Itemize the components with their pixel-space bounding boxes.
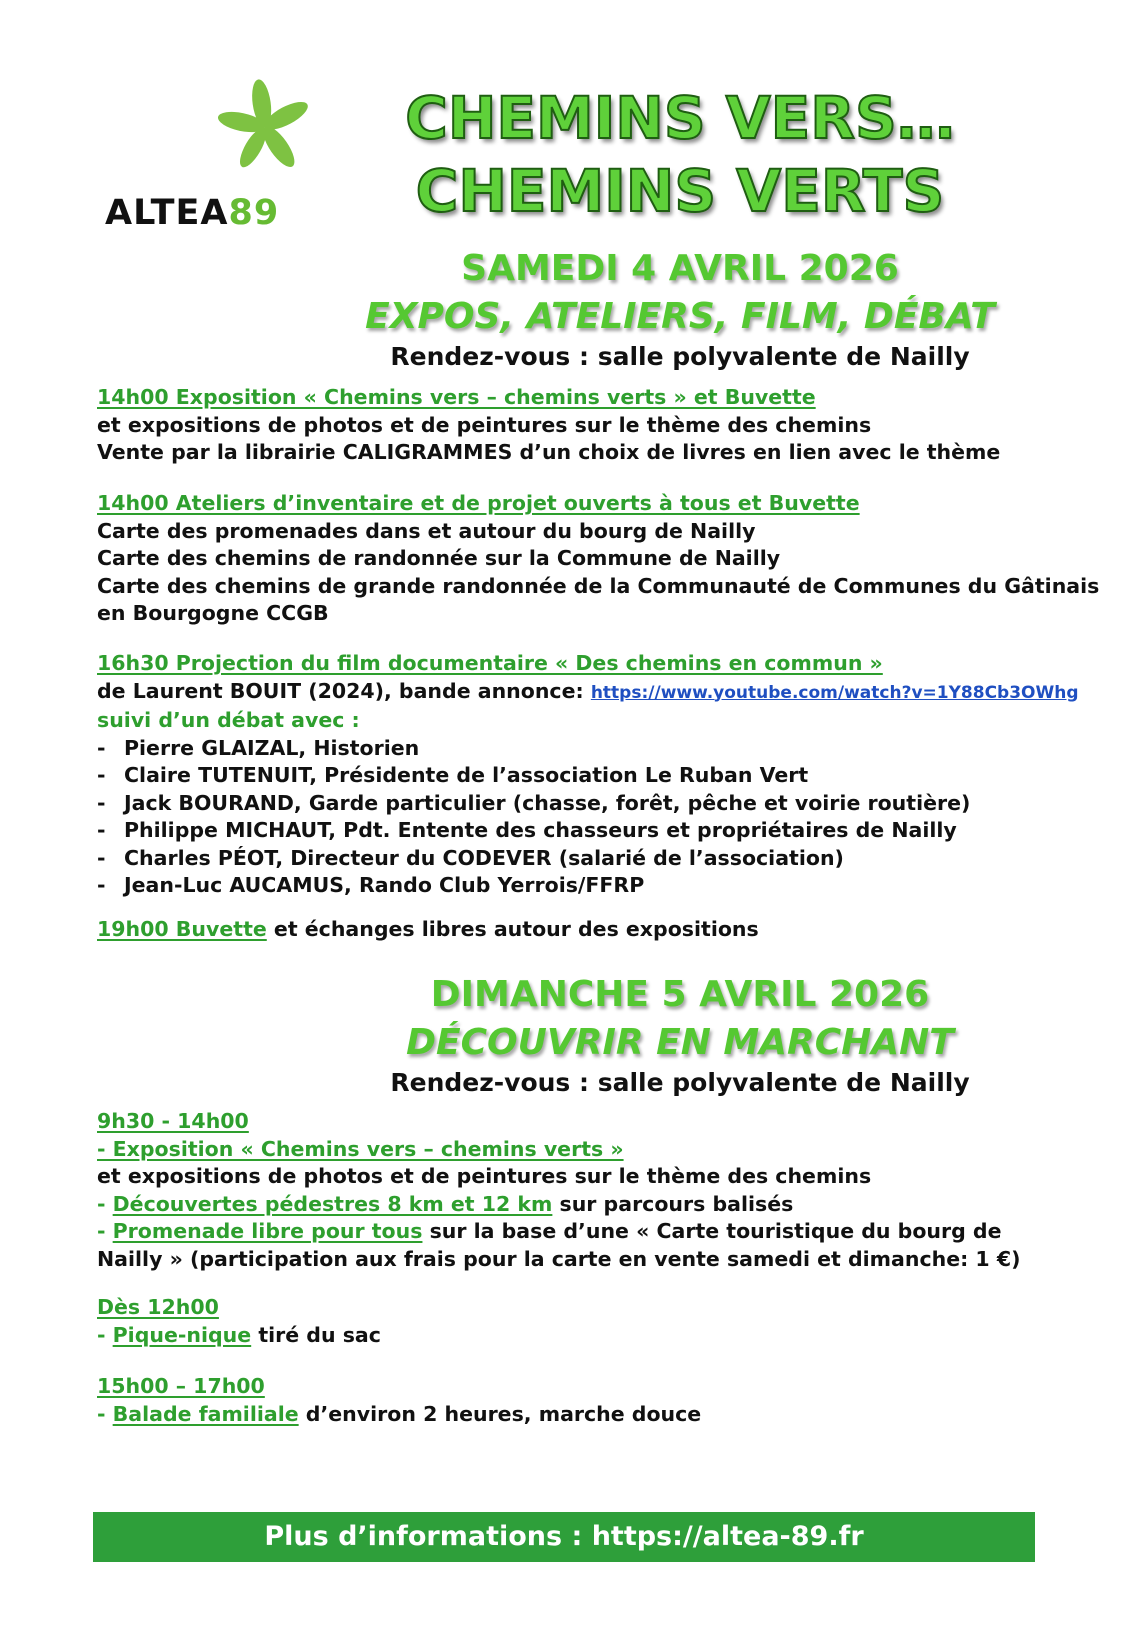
sunday-venue: Rendez-vous : salle polyvalente de Nailly: [390, 1068, 970, 1097]
promenade-text-2: Nailly » (participation aux frais pour la carte en vente samedi et dimanche: 1 €): [97, 1246, 1021, 1271]
morning-expo-text: et expositions de photos et de peintures sur le thème des chemins: [97, 1164, 872, 1188]
ateliers-line: en Bourgogne CCGB: [97, 601, 329, 625]
four-leaf-icon: [215, 75, 315, 180]
film-author-line: [97, 678, 1079, 708]
promenade-label: Promenade libre pour tous: [112, 1219, 423, 1243]
panel-item: - Claire TUTENUIT, Présidente de l’association Le Ruban Vert: [97, 763, 809, 787]
sunday-morning-section: 9h30 - 14h00 - Exposition « Chemins vers – chemins verts » et expositions de photos et de peintures sur le thème des chemins - Découvertes pédestres 8 km et 12 km sur parcours balisés - Promenade libre pour tous sur la base d’une « Carte touristique du bourg de Nailly » (participation aux frais pour la carte en vente samedi et dimanche: 1 €): [97, 1108, 1057, 1273]
afternoon-text: d’environ 2 heures, marche douce: [305, 1401, 702, 1426]
lunch-label: Pique-nique: [112, 1322, 252, 1347]
panel-item: - Jean-Luc AUCAMUS, Rando Club Yerrois/FFRP: [97, 873, 645, 897]
buvette-label: 19h00 Buvette: [97, 917, 267, 941]
walks-text: sur parcours balisés: [559, 1191, 794, 1216]
ateliers-heading: 14h00 Ateliers d’inventaire et de projet ouverts à tous et Buvette: [97, 491, 860, 515]
morning-time: 9h30 - 14h00: [97, 1109, 249, 1133]
panel-item: - Jack BOURAND, Garde particulier (chasse, forêt, pêche et voirie routière): [97, 790, 971, 815]
logo-text: ALTEA89: [105, 193, 280, 233]
film-author: de Laurent BOUIT (2024), bande annonce:: [97, 678, 584, 703]
buvette-text: et échanges libres autour des expositions: [273, 917, 759, 941]
sunday-date: DIMANCHE 5 AVRIL 2026: [430, 974, 930, 1015]
main-title-line1: CHEMINS VERS…: [405, 84, 955, 152]
ateliers-line: Carte des promenades dans et autour du bourg de Nailly: [97, 518, 756, 543]
panel-item: - Pierre GLAIZAL, Historien: [97, 735, 420, 760]
main-title-line2: CHEMINS VERTS: [415, 157, 945, 225]
ateliers-line: Carte des chemins de randonnée sur la Commune de Nailly: [97, 546, 781, 570]
saturday-subtitle: EXPOS, ATELIERS, FILM, DÉBAT: [365, 296, 995, 337]
lunch-text: tiré du sac: [258, 1322, 381, 1347]
saturday-film-section: [97, 650, 1079, 900]
saturday-date: SAMEDI 4 AVRIL 2026: [461, 248, 899, 289]
sunday-subtitle: DÉCOUVRIR EN MARCHANT: [406, 1022, 954, 1063]
film-heading: 16h30 Projection du film documentaire « Des chemins en commun »: [97, 651, 883, 675]
morning-expo: - Exposition « Chemins vers – chemins verts »: [97, 1136, 624, 1161]
sunday-lunch-section: Dès 12h00 - Pique-nique tiré du sac: [97, 1294, 1057, 1349]
expo-line: et expositions de photos et de peintures sur le thème des chemins: [97, 412, 872, 437]
afternoon-label: Balade familiale: [112, 1401, 299, 1426]
promenade-text: sur la base d’une « Carte touristique du bourg de: [429, 1219, 1002, 1243]
footer-info-banner[interactable]: Plus d’informations : https://altea-89.fr: [93, 1512, 1035, 1562]
debate-intro: suivi d’un débat avec :: [97, 708, 360, 732]
lunch-time: Dès 12h00: [97, 1295, 219, 1319]
saturday-ateliers-section: [97, 490, 1100, 628]
expo-line: Vente par la librairie CALIGRAMMES d’un choix de livres en lien avec le thème: [97, 440, 1001, 464]
saturday-buvette-section: [97, 916, 1057, 944]
panel-item: - Philippe MICHAUT, Pdt. Entente des chasseurs et propriétaires de Nailly: [97, 818, 957, 842]
panel-item: - Charles PÉOT, Directeur du CODEVER (salarié de l’association): [97, 845, 844, 870]
sunday-afternoon-section: 15h00 – 17h00 - Balade familiale d’environ 2 heures, marche douce: [97, 1373, 1057, 1428]
afternoon-time: 15h00 – 17h00: [97, 1374, 265, 1398]
ateliers-line: Carte des chemins de grande randonnée de la Communauté de Communes du Gâtinais: [97, 573, 1100, 598]
altea89-logo: [105, 75, 325, 235]
saturday-expo-section: [97, 384, 1057, 467]
saturday-venue: Rendez-vous : salle polyvalente de Nailly: [390, 342, 970, 371]
expo-heading: 14h00 Exposition « Chemins vers – chemins verts » et Buvette: [97, 385, 816, 409]
walks-label: Découvertes pédestres 8 km et 12 km: [112, 1191, 553, 1216]
trailer-link[interactable]: https://www.youtube.com/watch?v=1Y88Cb3OWhg: [590, 682, 1079, 703]
